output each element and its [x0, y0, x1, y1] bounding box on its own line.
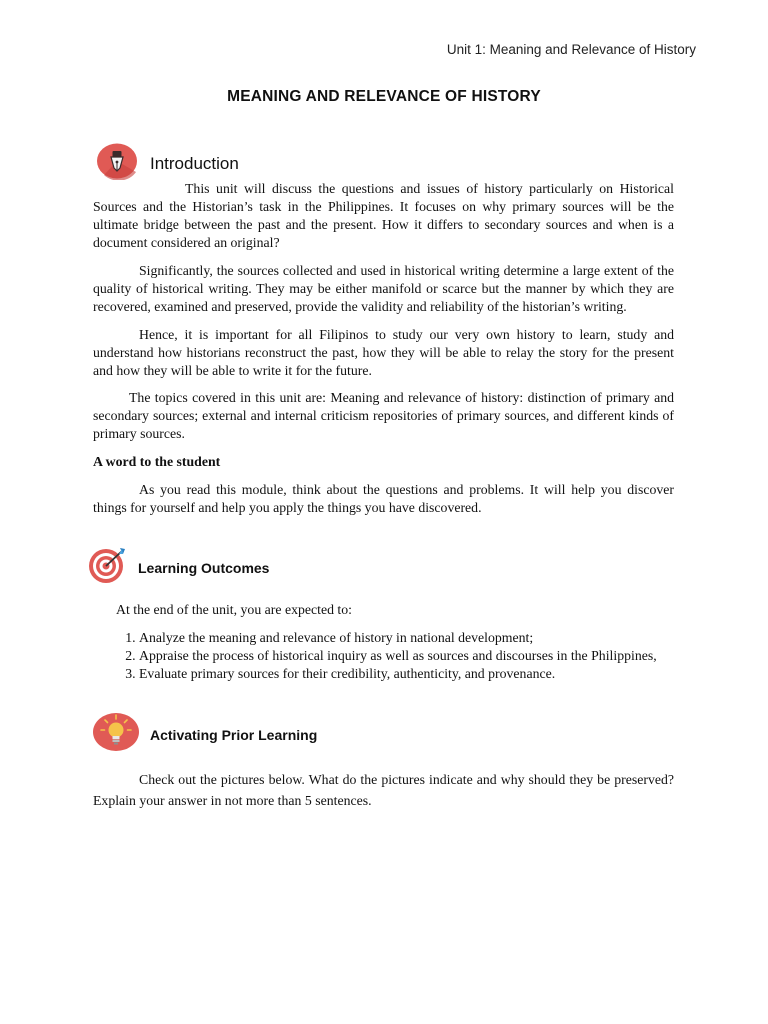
running-header: Unit 1: Meaning and Relevance of History [446, 42, 696, 57]
intro-paragraph-2: Significantly, the sources collected and used in historical writing determine a large extent of the quality of historical writing. They may be either manifold or scarce but the manner by which they are recovered, examined and preserved, provide the validity and reliability of the historian’s writing. [93, 263, 674, 314]
learning-outcomes-title: Learning Outcomes [138, 559, 270, 576]
list-item: 2. Appraise the process of historical inquiry as well as sources and discourses in the Philippines, [139, 647, 674, 665]
target-icon [88, 545, 128, 590]
page-title: MEANING AND RELEVANCE OF HISTORY [227, 88, 541, 105]
intro-paragraph-4: The topics covered in this unit are: Meaning and relevance of history: distinction of primary and secondary sources; external and internal criticism repositories of primary sources, and different kinds of primary sources. [93, 390, 674, 441]
apl-paragraph: Check out the pictures below. What do the pictures indicate and why should they be preserved? Explain your answer in not more than 5 sentences. [93, 772, 674, 808]
outcomes-list [93, 629, 674, 683]
student-word-heading: A word to the student [93, 454, 221, 469]
lightbulb-icon [92, 712, 140, 757]
list-item: 1. Analyze the meaning and relevance of history in national development; [139, 629, 674, 647]
activating-prior-learning-body [93, 769, 674, 811]
outcomes-lead: At the end of the unit, you are expected to: [116, 602, 353, 617]
intro-paragraph-3: Hence, it is important for all Filipinos to study our very own history to learn, study and understand how historians reconstruct the past, how they will be able to relay the story for the present and how they will be able to write it for the future. [93, 327, 674, 378]
introduction-heading [96, 142, 239, 185]
activating-prior-learning-title: Activating Prior Learning [150, 726, 318, 743]
introduction-title: Introduction [150, 153, 239, 173]
introduction-body [93, 180, 674, 517]
student-word-paragraph: As you read this module, think about the questions and problems. It will help you discover things for yourself and help you apply the things you have discovered. [93, 482, 674, 515]
activating-prior-learning-heading [92, 712, 317, 757]
learning-outcomes-body [93, 601, 674, 683]
intro-paragraph-1: This unit will discuss the questions and issues of history particularly on Historical Sources and the Historian’s task in the Philippines. It focuses on why primary sources will be the ultimate bridge between the past and the present. How it differs to secondary sources and when is a document considered an original? [93, 181, 674, 250]
learning-outcomes-heading [88, 545, 269, 590]
pen-nib-icon [96, 142, 138, 185]
list-item: 3. Evaluate primary sources for their credibility, authenticity, and provenance. [139, 665, 674, 683]
